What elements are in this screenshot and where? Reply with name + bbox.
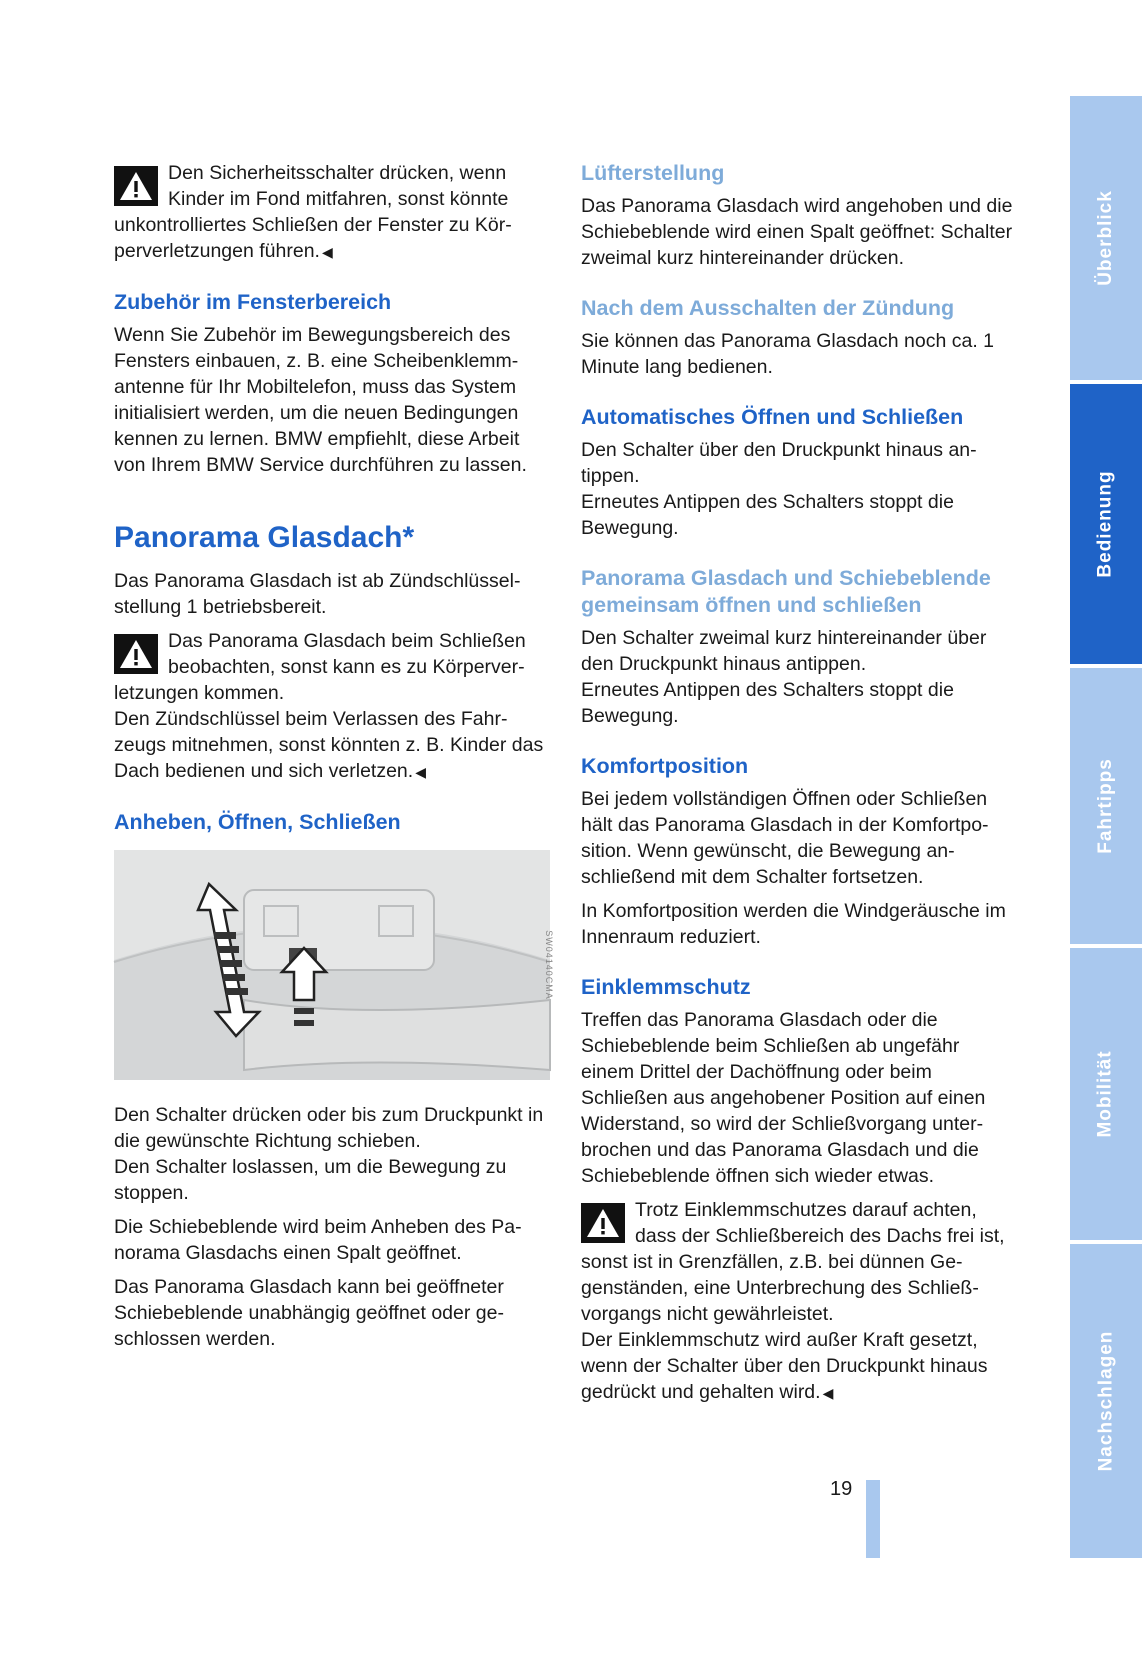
- warning-text: Den Sicherheitsschalter drücken, wenn Kinder im Fond mitfahren, sonst könnte unkontrolliertes Schließen der Fenster zu Kör-perverletzungen führen.: [114, 162, 512, 262]
- page-marker-bar: [866, 1480, 880, 1558]
- paragraph: Sie können das Panorama Glasdach noch ca. 1 Minute lang bedienen.: [581, 330, 995, 378]
- warning-text: Das Panorama Glasdach beim Schließen beobachten, sonst kann es zu Körperver-letzungen kommen.: [114, 630, 526, 704]
- warning-text: Den Zündschlüssel beim Verlassen des Fahr-zeugs mitnehmen, sonst könnten z. B. Kinder das Dach bedienen und sich verletzen.: [114, 708, 544, 782]
- paragraph: Bei jedem vollständigen Öffnen oder Schließen hält das Panorama Glasdach in der Komfortpo-sition. Wenn gewünscht, die Bewegung an-schließend mit dem Schalter fortsetzen.: [581, 788, 989, 888]
- paragraph: In Komfortposition werden die Windgeräusche im Innenraum reduziert.: [581, 900, 1006, 948]
- paragraph: Das Panorama Glasdach kann bei geöffneter Schiebeblende unabhängig geöffnet oder ge-schlossen werden.: [114, 1276, 504, 1350]
- tab-bedienung[interactable]: Bedienung: [1070, 384, 1142, 664]
- end-mark-icon: ◀: [415, 764, 426, 780]
- end-mark-icon: ◀: [822, 1385, 834, 1401]
- paragraph: Die Schiebeblende wird beim Anheben des Pa-norama Glasdachs einen Spalt geöffnet.: [114, 1216, 522, 1264]
- paragraph: Erneutes Antippen des Schalters stoppt die Bewegung.: [581, 679, 954, 727]
- paragraph: Treffen das Panorama Glasdach oder die Schiebeblende beim Schließen ab ungefähr einem Drittel der Dachöffnung oder beim Schließen aus angehobener Position auf einen Widerstand, so wird der Schließvorgang unter-brochen und das Panorama Glasdach und die Schiebeblende öffnen sich wieder etwas.: [581, 1009, 986, 1187]
- paragraph: Das Panorama Glasdach ist ab Zündschlüssel-stellung 1 betriebsbereit.: [114, 570, 521, 618]
- figure-code: SW04140CMA: [544, 930, 555, 1000]
- section-heading-nach-zuendung: Nach dem Ausschalten der Zündung: [581, 296, 955, 320]
- warning-icon: [114, 634, 158, 674]
- section-heading-luefter: Lüfterstellung: [581, 161, 725, 185]
- section-heading-einklemm: Einklemmschutz: [581, 975, 751, 999]
- warning-block: [581, 1197, 1013, 1406]
- warning-block: [114, 160, 546, 265]
- warning-icon: [114, 166, 158, 206]
- paragraph: Den Schalter loslassen, um die Bewegung zu stoppen.: [114, 1156, 507, 1204]
- section-heading-gemeinsam: Panorama Glasdach und Schiebeblende gemeinsam öffnen und schließen: [581, 566, 991, 617]
- paragraph: Den Schalter zweimal kurz hintereinander über den Druckpunkt hinaus antippen.: [581, 627, 987, 675]
- left-column: [114, 160, 555, 1360]
- paragraph: Wenn Sie Zubehör im Bewegungsbereich des Fensters einbauen, z. B. eine Scheibenklemm-antenne für Ihr Mobiltelefon, muss das System initialisiert werden, um die neuen Bedingungen kennen zu lernen. BMW empfiehlt, diese Arbeit von Ihrem BMW Service durchführen zu lassen.: [114, 324, 527, 476]
- tab-ueberblick[interactable]: Überblick: [1070, 96, 1142, 380]
- tab-fahrtipps[interactable]: Fahrtipps: [1070, 668, 1142, 944]
- section-heading-automatisch: Automatisches Öffnen und Schließen: [581, 405, 964, 429]
- page-title: Panorama Glasdach*: [114, 521, 415, 554]
- tab-mobilitaet[interactable]: Mobilität: [1070, 948, 1142, 1240]
- paragraph: Den Schalter über den Druckpunkt hinaus an-tippen.: [581, 439, 977, 487]
- page-number: 19: [830, 1478, 853, 1500]
- roof-switch-illustration: [114, 850, 555, 1080]
- warning-text: Der Einklemmschutz wird außer Kraft gesetzt, wenn der Schalter über den Druckpunkt hinaus gedrückt und gehalten wird.: [581, 1329, 988, 1403]
- warning-block: [114, 628, 546, 785]
- warning-icon: [581, 1203, 625, 1243]
- right-column: [581, 160, 1013, 1414]
- tab-nachschlagen[interactable]: Nachschlagen: [1070, 1244, 1142, 1558]
- chapter-tabs: [1070, 96, 1142, 1558]
- warning-text: Trotz Einklemmschutzes darauf achten, dass der Schließbereich des Dachs frei ist, sonst ist in Grenzfällen, z.B. bei dünnen Ge-genständen, eine Unterbrechung des Schließ-vorgangs nicht gewährleistet.: [581, 1199, 1005, 1325]
- roof-switch-drawing: [114, 850, 550, 1080]
- paragraph: Erneutes Antippen des Schalters stoppt die Bewegung.: [581, 491, 954, 539]
- section-heading-komfort: Komfortposition: [581, 754, 749, 778]
- paragraph: Das Panorama Glasdach wird angehoben und die Schiebeblende wird einen Spalt geöffnet: Schalter zweimal kurz hintereinander drücken.: [581, 195, 1013, 269]
- paragraph: Den Schalter drücken oder bis zum Druckpunkt in die gewünschte Richtung schieben.: [114, 1104, 544, 1152]
- section-heading-zubehoer: Zubehör im Fensterbereich: [114, 290, 392, 314]
- end-mark-icon: ◀: [321, 244, 333, 260]
- section-heading-anheben: Anheben, Öffnen, Schließen: [114, 810, 401, 834]
